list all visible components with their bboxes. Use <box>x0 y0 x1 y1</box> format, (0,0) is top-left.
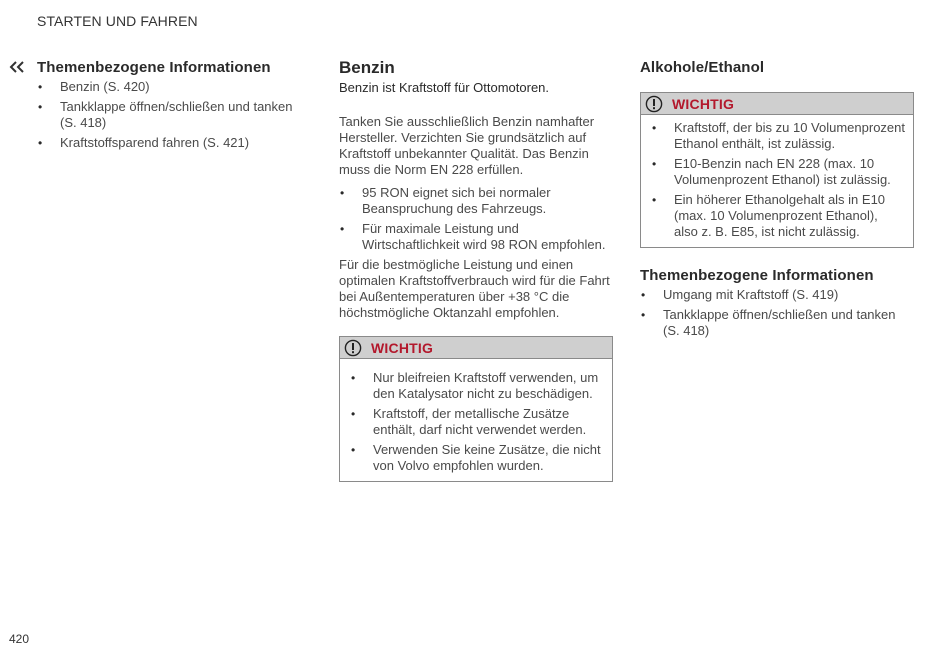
body-paragraph: Für die bestmögliche Leistung und einen optimalen Kraftstoffverbrauch wird für die Fahrt bei Außentemperaturen über +38 °C die höchstmögliche Oktanzahl empfohlen. <box>339 257 610 320</box>
page-number: 420 <box>9 632 30 646</box>
ethanol-section <box>640 58 914 343</box>
warning-header <box>340 337 612 359</box>
list-item: • Ein höherer Ethanolgehalt als in E10 (max. 10 Volumenprozent Ethanol), also z. B. E85, ist nicht zulässig. <box>651 192 905 240</box>
exclamation-circle-icon <box>645 95 663 113</box>
related-link[interactable]: • Umgang mit Kraftstoff (S. 419) <box>640 287 914 303</box>
warning-list <box>340 366 612 481</box>
warning-label: WICHTIG <box>371 339 434 356</box>
list-item: • Kraftstoff, der metallische Zusätze enthält, darf nicht verwendet werden. <box>350 406 604 438</box>
list-item: • E10-Benzin nach EN 228 (max. 10 Volumenprozent Ethanol) ist zulässig. <box>651 156 905 188</box>
related-info-block <box>640 266 914 339</box>
list-item: • Verwenden Sie keine Zusätze, die nicht von Volvo empfohlen wurden. <box>350 442 604 474</box>
related-link[interactable]: • Tankklappe öffnen/schließen und tanken (S. 418) <box>640 307 914 339</box>
ron-list <box>339 185 613 253</box>
list-item: • 95 RON eignet sich bei normaler Beanspruchung des Fahrzeugs. <box>339 185 613 217</box>
warning-header <box>641 93 913 115</box>
related-info-heading: Themenbezogene Informationen <box>37 59 271 76</box>
lead-text: Benzin ist Kraftstoff für Ottomotoren. <box>339 80 550 95</box>
warning-label: WICHTIG <box>672 95 735 112</box>
body-paragraph: Tanken Sie ausschließlich Benzin namhafter Hersteller. Verzichten Sie grundsätzlich auf Kraftstoff unbekannter Qualität. Das Benzin muss die Norm EN 228 erfüllen. <box>339 114 595 177</box>
warning-list <box>641 116 913 247</box>
exclamation-circle-icon <box>344 339 362 357</box>
page-title: Benzin <box>339 58 395 77</box>
list-item: • Nur bleifreien Kraftstoff verwenden, um den Katalysator nicht zu beschädigen. <box>350 370 604 402</box>
double-chevron-left-icon[interactable] <box>9 61 25 73</box>
related-info-column <box>37 58 299 155</box>
related-info-list <box>37 79 299 151</box>
related-link[interactable]: • Tankklappe öffnen/schließen und tanken (S. 418) <box>37 99 299 131</box>
benzin-section <box>339 58 613 482</box>
related-info-heading: Themenbezogene Informationen <box>640 267 874 284</box>
warning-box <box>640 92 914 248</box>
related-info-list <box>640 287 914 339</box>
list-item: • Kraftstoff, der bis zu 10 Volumenprozent Ethanol enthält, ist zulässig. <box>651 120 905 152</box>
list-item: • Für maximale Leistung und Wirtschaftlichkeit wird 98 RON empfohlen. <box>339 221 613 253</box>
section-header: STARTEN UND FAHREN <box>37 13 198 29</box>
warning-box <box>339 336 613 482</box>
section-heading: Alkohole/Ethanol <box>640 59 765 76</box>
related-link[interactable]: • Benzin (S. 420) <box>37 79 299 95</box>
related-link[interactable]: • Kraftstoffsparend fahren (S. 421) <box>37 135 299 151</box>
